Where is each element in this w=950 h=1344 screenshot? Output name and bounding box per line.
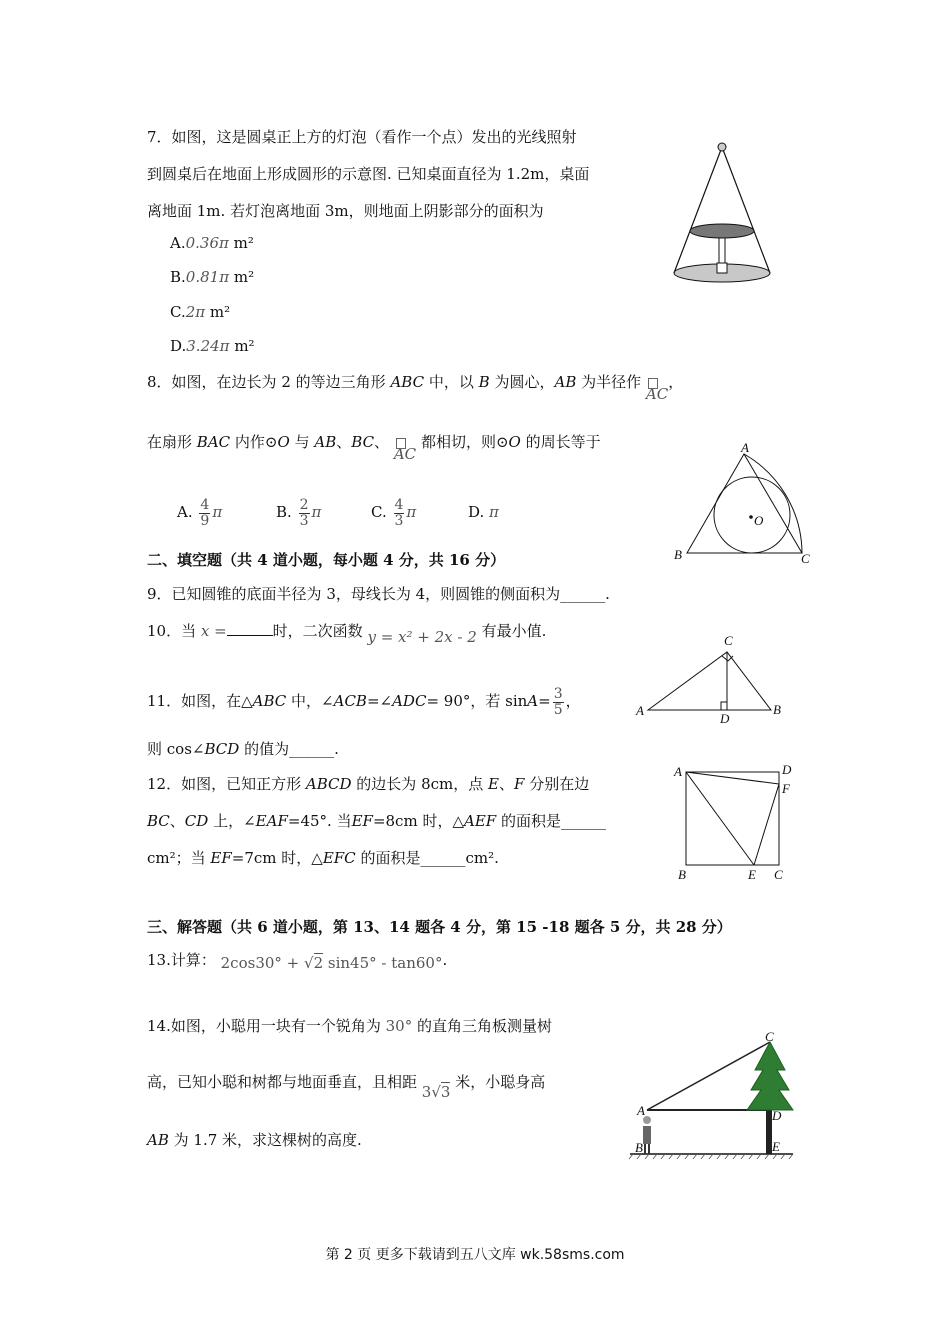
light-ray-right [722,147,770,273]
arc-ac-label-2: AC [393,445,417,463]
q12-line1: 12．如图，已知正方形 ABCD 的边长为 8cm，点 E、F 分别在边 [147,775,590,793]
q8-option-c: C. $\frac{4}{3}$ π [371,496,417,529]
circle-o [714,477,790,553]
q14-line1: 14.如图，小聪用一块有一个锐角为 30° 的直角三角板测量树 [147,1017,553,1035]
q13: 13.计算： 2cos30° + √2 sin45° - tan60°. [147,951,448,972]
label-c: C [724,633,733,648]
q14-tree-figure [625,1030,800,1160]
light-ray-left [674,147,722,273]
label-b: B [773,702,781,717]
q11-line2: 则 cos∠BCD 的值为______. [147,740,339,758]
q8-option-d: D. π [468,503,499,521]
light-bulb [718,143,726,151]
q7-option-c: C.2π m² [170,303,231,321]
q8-triangle-figure [672,440,817,570]
label-c: C [801,551,810,566]
table-base [717,263,727,273]
q14-line3: AB 为 1.7 米，求这棵树的高度. [147,1131,362,1149]
person-body [643,1126,651,1144]
label-a: A [636,703,644,718]
label-b: B [674,547,682,562]
segment-ef [754,784,779,865]
label-c: C [765,1029,774,1044]
q7-option-b: B.0.81π m² [170,268,255,286]
triangle-abc [648,652,771,710]
label-d: D [772,1108,782,1123]
label-a: A [637,1103,645,1118]
q10: 10．当 x = 时，二次函数 y = x² + 2x - 2 有最小值. [147,622,547,646]
label-a: A [741,440,749,455]
segment-ae [686,772,754,865]
label-b: B [678,867,686,882]
segment-af [686,772,779,784]
q12-line2: BC、CD 上，∠EAF=45°. 当EF=8cm 时，△AEF 的面积是______ [147,812,606,830]
center-o-dot [749,515,753,519]
label-e: E [772,1139,780,1154]
label-d: D [720,711,730,726]
sight-line-ac [647,1042,770,1110]
tree-crown [747,1042,793,1110]
label-c: C [774,867,783,882]
q8-option-b: B. $\frac{2}{3}$ π [276,496,322,529]
label-a: A [674,764,682,779]
label-d: D [782,762,792,777]
q7-line2: 到圆桌后在地面上形成圆形的示意图. 已知桌面直径为 1.2m，桌面 [147,165,590,183]
q9: 9．已知圆锥的底面半径为 3，母线长为 4，则圆锥的侧面积为______. [147,585,610,603]
label-b: B [635,1140,643,1155]
triangle-abc [687,454,802,553]
right-angle-d [721,702,727,710]
table-top-ellipse [690,224,754,238]
page-footer: 第 2 页 更多下载请到五八文库 wk.58sms.com [325,1247,625,1263]
q12-square-figure [672,760,802,885]
q8-line1: 8．如图，在边长为 2 的等边三角形 ABC 中，以 B 为圆心，AB 为半径作 AC， [147,373,684,403]
q11-triangle-figure [633,630,793,725]
q12-line3: cm²；当 EF=7cm 时，△EFC 的面积是______cm². [147,849,499,867]
q7-option-a: A.0.36π m² [170,234,254,252]
section-3-heading: 三、解答题（共 6 道小题，第 13、14 题各 4 分，第 15 -18 题各 5 分，共 28 分） [147,918,732,936]
q14-line2: 高，已知小聪和树都与地面垂直，且相距 3√3 米，小聪身高 [147,1073,546,1101]
q11-line1: 11．如图，在△ABC 中，∠ACB=∠ADC= 90°，若 sinA= $\frac{3}{5}$ ， [147,685,581,718]
section-2-heading: 二、填空题（共 4 道小题，每小题 4 分，共 16 分） [147,551,506,569]
label-o: O [754,513,764,528]
label-e: E [748,867,756,882]
square-abcd [686,772,779,865]
q7-lamp-cone-figure [668,140,778,285]
q7-option-d: D.3.24π m² [170,337,255,355]
q7-line3: 离地面 1m. 若灯泡离地面 3m，则地面上阴影部分的面积为 [147,202,544,220]
label-f: F [782,781,790,796]
q7-line1: 7．如图，这是圆桌正上方的灯泡（看作一个点）发出的光线照射 [147,128,577,146]
q8-option-a: A. $\frac{4}{9}$ π [177,496,223,529]
q8-line2: 在扇形 BAC 内作⊙O 与 AB、BC、 AC 都相切，则⊙O 的周长等于 [147,433,601,463]
arc-ac-label: AC [645,385,669,403]
